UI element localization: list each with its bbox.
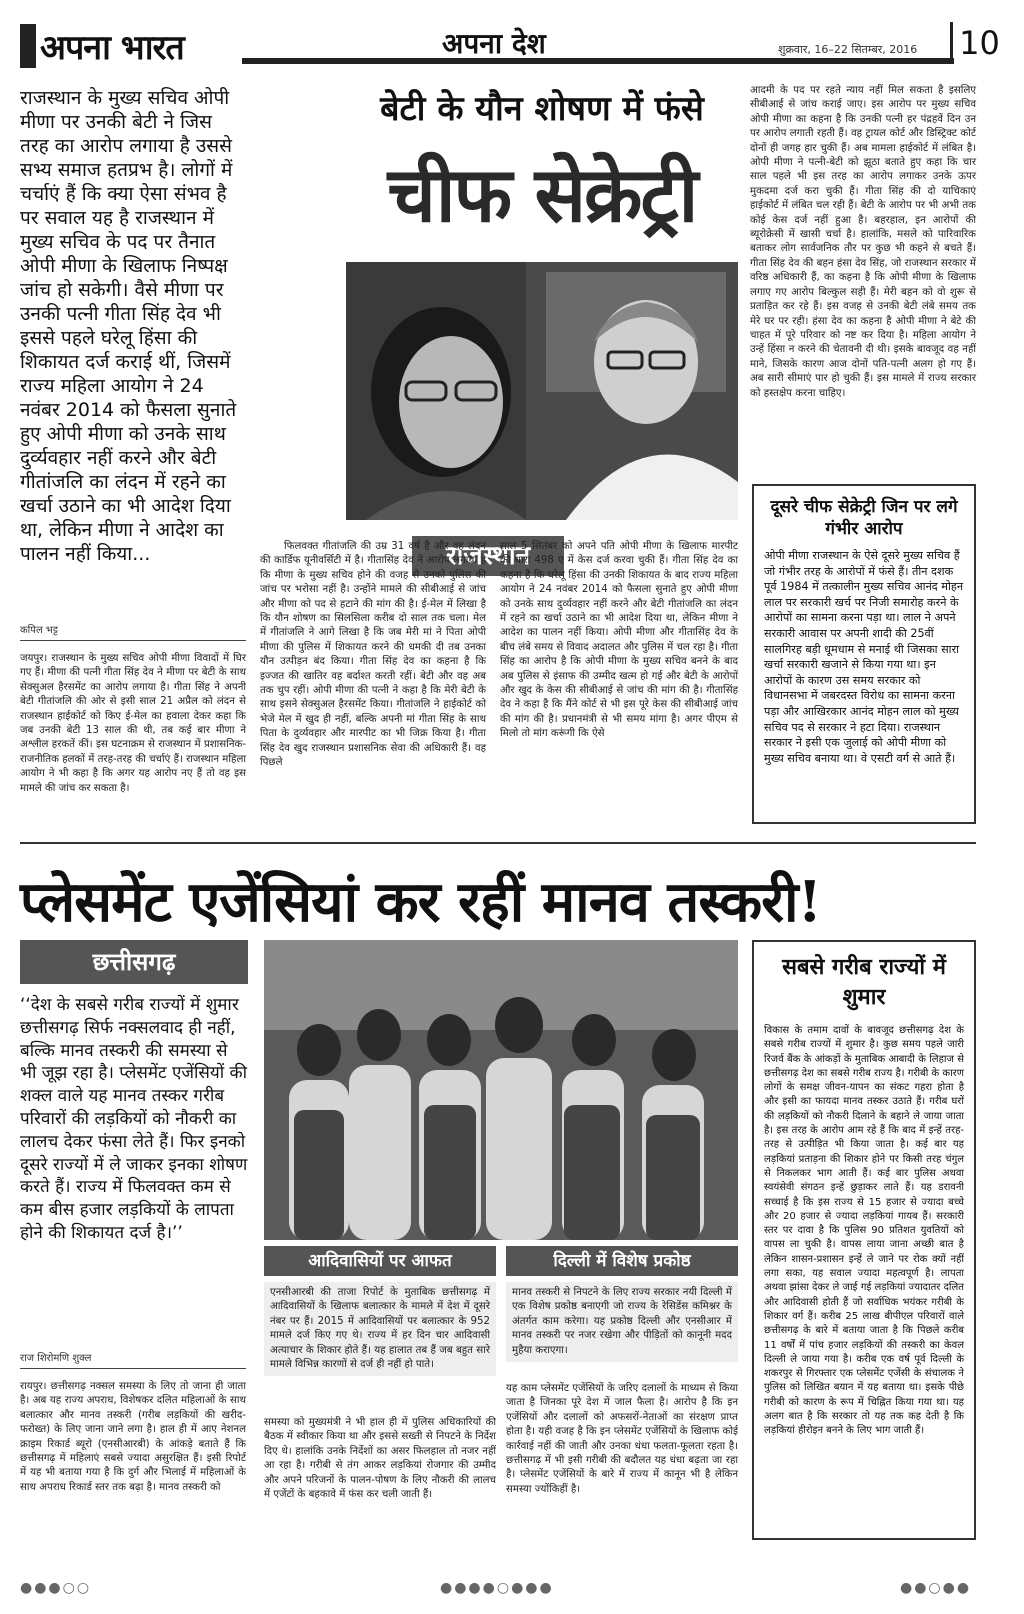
story2-headline: प्लेसमेंट एजेंसियां कर रहीं मानव तस्करी! bbox=[20, 869, 822, 935]
story2-sub1-text: एनसीआरबी की ताजा रिपोर्ट के मुताबिक छत्तीसगढ़ में आदिवासियों के खिलाफ बलात्कार के मामले में देश में दूसरे नंबर पर हैं। 2015 में आदिवासियों पर बलात्कार के 952 मामले दर्ज किए गए थे। राज्य में हर दिन चार आदिवासी अत्याचार के शिकार होते हैं। यह हालात तब हैं जब बहुत सारे मामले विभिन्न कारणों से दर्ज ही नहीं हो पाते। bbox=[264, 1282, 496, 1376]
story2-sidebox-title: सबसे गरीब राज्यों में शुमार bbox=[782, 954, 946, 1010]
header-rule bbox=[242, 58, 954, 64]
story2-region-tag: छत्तीसगढ़ bbox=[20, 940, 248, 984]
story1-divider bbox=[20, 640, 246, 641]
story1-sidebox-title: दूसरे चीफ सेक्रेट्री जिन पर लगे गंभीर आरोप bbox=[770, 497, 958, 539]
story1-kicker: बेटी के यौन शोषण में फंसे bbox=[380, 89, 704, 129]
story1-col1: जयपुर। राजस्थान के मुख्य सचिव ओपी मीणा विवादों में घिर गए हैं। मीणा की पत्नी गीता सिंह देव ने मीणा पर बेटी के साथ सेक्सुअल हैरसमेंट का आरोप लगाया है। गीता सिंह ने अपनी बेटी गीतांजलि की ओर से इसी साल 21 अप्रैल को लंदन से राजस्थान हाईकोर्ट को किए ई-मेल का हवाला देकर कहा कि जब उनकी बेटी 13 साल की थी, तब कई बार मीणा ने अश्लील हरकतें कीं। इस घटनाक्रम से राजस्थान में प्रशासनिक-राजनीतिक हलकों में तरह-तरह की चर्चाएं हैं। राजस्थान महिला आयोग ने भी कहा है कि अगर यह आरोप नए हैं तो वह इस मामले की जांच कर सकता है। bbox=[20, 653, 246, 794]
footer-dots-right: ●●○●● bbox=[900, 1580, 972, 1596]
story1-byline: कपिल भट्ट bbox=[20, 625, 58, 636]
story1-headline: चीफ सेक्रेट्री bbox=[387, 150, 697, 239]
story1-col3: साल 5 सितंबर को अपने पति ओपी मीणा के खिलाफ मारपीट की धारा 498 ए में केस दर्ज करवा चुकी हैं। गीता सिंह देव का कहना है कि घरेलू हिंसा की उनकी शिकायत के बाद राज्य महिला आयोग ने 24 नवंबर 2014 को फैसला सुनाते हुए ओपी मीणा को उनके साथ दुर्व्यवहार नहीं करने और बेटी गीतांजलि का लंदन में रहने का खर्चा उठाने का भी आदेश दिया था, लेकिन मीणा ने आदेश का पालन नहीं किया। ओपी मीणा और गीतासिंह देव के बीच लंबे समय से विवाद अदालत और पुलिस में चल रहा है। गीता सिंह का आरोप है कि ओपी मीणा के मुख्य सचिव बनने के बाद अब पुलिस से इंसाफ की उम्मीद खत्म हो गई और बेटी के आरोपों और खुद के केस की सीबीआई से जांच की मांग की है। गीतासिंह देव ने कहा है कि मैंने कोर्ट से भी इस पूरे केस की सीबीआई जांच की मांग की है। प्रधानमंत्री से भी समय मांगा है। अगर पीएम से मिलो तो मांग करूंगी कि ऐसे bbox=[500, 541, 738, 740]
story1-region-tag: राजस्थान bbox=[412, 536, 564, 576]
story2-photo-art bbox=[264, 940, 738, 1240]
story2-quote: ‘‘देश के सबसे गरीब राज्यों में शुमार छत्तीसगढ़ सिर्फ नक्सलवाद ही नहीं, बल्कि मानव तस्करी की समस्या से भी जूझ रहा है। प्लेसमेंट एजेंसियों की शक्ल वाले यह मानव तस्कर गरीब परिवारों की लड़कियों को नौकरी का लालच देकर फंसा लेते हैं। फिर इनको दूसरे राज्यों में ले जाकर इनका शोषण करते हैं। राज्य में फिलवक्त कम से कम बीस हजार लड़कियों के लापता होने की शिकायत दर्ज है।’’ bbox=[20, 995, 248, 1243]
story2-sub1-title: आदिवासियों पर आफत bbox=[264, 1246, 496, 1276]
section-divider bbox=[20, 842, 976, 844]
story2-sub2-title: दिल्ली में विशेष प्रकोष्ठ bbox=[506, 1246, 738, 1276]
footer-dots-left: ●●●○○ bbox=[20, 1580, 92, 1596]
story2-sidebox bbox=[752, 940, 976, 1540]
story1-photo-art bbox=[346, 262, 738, 520]
story1-intro: राजस्थान के मुख्य सचिव ओपी मीणा पर उनकी बेटी ने जिस तरह का आरोप लगाया है उससे सभ्य समाज हतप्रभ है। लोगों में चर्चाएं हैं कि क्या ऐसा संभव है पर सवाल यह है राजस्थान में मुख्य सचिव के पद पर तैनात ओपी मीणा के खिलाफ निष्पक्ष जांच हो सकेगी। वैसे मीणा पर उनकी पत्नी गीता सिंह देव भी इससे पहले घरेलू हिंसा की शिकायत दर्ज कराई थीं, जिसमें राज्य महिला आयोग ने 24 नवंबर 2014 को फैसला सुनाते हुए ओपी मीणा को उनके साथ दुर्व्यवहार नहीं करने और बेटी गीतांजलि का लंदन में रहने का खर्चा उठाने का भी आदेश दिया था, लेकिन मीणा ने आदेश का पालन नहीं किया... bbox=[20, 87, 237, 565]
masthead-title: अपना भारत bbox=[40, 28, 184, 68]
story2-col1: रायपुर। छत्तीसगढ़ नक्सल समस्या के लिए तो जाना ही जाता है। अब यह राज्य अपराध, विशेषकर दलित महिलाओं के साथ बलात्कार और मानव तस्करी (गरीब लड़कियों की खरीद-फरोख्त) के लिए जाना जाने लगा है। हाल ही में आए नेशनल क्राइम रिकार्ड ब्यूरो (एनसीआरबी) के आंकड़े बताते हैं कि छत्तीसगढ़ में महिलाएं सबसे ज्यादा असुरक्षित हैं। इसी रिपोर्ट में यह भी बताया गया है कि दुर्ग और भिलाई में महिलाओं के साथ अपराध रिकार्ड स्तर तक बढ़ा है। मानव तस्करी को bbox=[20, 1381, 246, 1493]
masthead bbox=[20, 22, 240, 70]
story2-sub2-text: मानव तस्करी से निपटने के लिए राज्य सरकार नयी दिल्ली में एक विशेष प्रकोष्ठ बनाएगी जो राज्य के रेसिडेंस कमिश्नर के अंतर्गत काम करेगा। यह प्रकोष्ठ दिल्ली और एनसीआर में मानव तस्करी पर नजर रखेगा और पीड़ितों को कानूनी मदद मुहैया कराएगा। bbox=[506, 1282, 738, 1362]
story2-sub1-cont: समस्या को मुख्यमंत्री ने भी हाल ही में पुलिस अधिकारियों की बैठक में स्वीकार किया था और इससे सख्ती से निपटने के निर्देश दिए थे। हालांकि उनके निर्देशों का असर फिलहाल तो नजर नहीं आ रहा है। गरीबी से तंग आकर लड़कियां रोजगार की उम्मीद और अपने परिजनों के पालन-पोषण के लिए नौकरी की लालच में एजेंटों के बहकावे में फंस कर चली जाती हैं। bbox=[264, 1417, 496, 1501]
story1-col4: आदमी के पद पर रहते न्याय नहीं मिल सकता है इसलिए सीबीआई से जांच कराई जाए। इस आरोप पर मुख्य सचिव ओपी मीणा का कहना है कि उनकी पत्नी हर पंद्रहवें दिन उन पर आरोप लगाती रहती हैं। वह ट्रायल कोर्ट और डिस्ट्रिक्ट कोर्ट दोनों ही जगह हार चुकी हैं। अब मामला हाईकोर्ट में लंबित है। ओपी मीणा ने पत्नी-बेटी को झूठा बताते हुए कहा कि चार साल पहले भी इस तरह का आरोप लगाकर उनके ऊपर मुकदमा दर्ज करा चुकी हैं। गीता सिंह की दो याचिकाएं हाईकोर्ट में लंबित चल रही हैं। बेटी के आरोप पर भी अभी तक कोई केस दर्ज नहीं हुआ है। बहरहाल, इन आरोपों की ब्यूरोक्रेसी में खासी चर्चा है। हालांकि, मसले को पारिवारिक बताकर लोग सार्वजनिक तौर पर कुछ भी कहने से बचते हैं। गीता सिंह देव की बहन हंसा देव सिंह, जो राजस्थान सरकार में वरिष्ठ अधिकारी हैं, का कहना है कि ओपी मीणा के खिलाफ लगाए गए आरोप बिल्कुल सही हैं। मेरी बहन को वो शुरू से प्रताड़ित कर रहे हैं। इस वजह से उनकी बेटी लंबे समय तक मेरे घर पर रही। हंसा देव का कहना है ओपी मीणा ने बेटे की चाहत में पूरे परिवार को नष्ट कर दिया है। महिला आयोग ने उन्हें हिंसा न करने की चेतावनी दी थी। इसके बावजूद वह नहीं माने, जिसके कारण आज दोनों पति-पत्नी अलग हो गए हैं। अब सारी सीमाएं पार हो चुकी हैं। इस मामले में राज्य सरकार को हस्तक्षेप करना चाहिए। bbox=[750, 85, 976, 399]
story2-photo bbox=[264, 940, 738, 1240]
story2-byline: राज शिरोमणि शुक्ल bbox=[20, 1353, 92, 1364]
story2-sidebox-text: विकास के तमाम दावों के बावजूद छत्तीसगढ़ देश के सबसे गरीब राज्यों में शुमार है। कुछ समय पहले जारी रिजर्व बैंक के आंकड़ों के मुताबिक आबादी के लिहाज से छत्तीसगढ़ देश का सबसे गरीब राज्य है। गरीबी के कारण लोगों के समक्ष जीवन-यापन का संकट गहरा होता है और इसी का फायदा मानव तस्कर उठाते हैं। गरीब घरों की लड़कियों को नौकरी दिलाने के बहाने ले जाया जाता है। इस तरह के आरोप आम रहे हैं कि बाद में इन्हें तरह-तरह से उत्पीड़ित भी किया जाता है। कई बार यह लड़कियां प्रताड़ना की शिकार होने पर किसी तरह चंगुल से निकलकर भाग आती हैं। कई बार पुलिस अथवा स्वयंसेवी संगठन इन्हें छुड़ाकर लाते हैं। यह डरावनी सच्चाई है कि इस राज्य से 15 हजार से ज्यादा बच्चे और 20 हजार से ज्यादा लड़कियां गायब हैं। सरकारी स्तर पर दावा है कि पुलिस 90 प्रतिशत युवतियों को वापस ला चुकी है। वापस लाया जाना अच्छी बात है लेकिन शासन-प्रशासन इन्हें ले जाने पर रोक क्यों नहीं लगा सका, यह सवाल ज्यादा महत्वपूर्ण है। लापता अथवा झांसा देकर ले जाई गई लड़कियां ज्यादातर दलित और आदिवासी होती हैं जो सर्वाधिक भयंकर गरीबी के शिकार वर्ग हैं। करीब 25 लाख बीपीएल परिवारों वाले छत्तीसगढ़ के बारे में बताया जाता है कि पिछले करीब 11 वर्षों में पांच हजार लड़कियों की तस्करी का केवल दिल्ली ले जाया गया है। करीब एक वर्ष पूर्व दिल्ली के शकरपुर से गिरफ्तार एक प्लेसमेंट एजेंसी के संचालक ने पुलिस को लिखित बयान में यह बताया था। इसके पीछे गरीबी को कारण के रूप में चिह्नित किया गया था। यह अलग बात है कि सरकार तो यह तक कह देती है कि लड़कियां हीरोइन बनने के लिए भाग जाती हैं। bbox=[764, 1025, 964, 1437]
page-number: 10 bbox=[950, 22, 1006, 64]
story2-divider bbox=[20, 1368, 246, 1369]
masthead-bar bbox=[20, 24, 36, 68]
footer-dots-middle: ●●●●○●●● bbox=[440, 1580, 554, 1596]
story1-photo bbox=[346, 262, 738, 520]
dateline: शुक्रवार, 16–22 सितम्बर, 2016 bbox=[778, 43, 918, 56]
story1-col2: फिलवक्त गीतांजलि की उम्र 31 वर्ष है और वह लंदन की कार्डिफ यूनीवर्सिटी में है। गीतासिंह देव ने आरोप लगाया है कि मीणा के मुख्य सचिव होने की वजह से उनको पुलिस की जांच पर भरोसा नहीं है। उन्होंने मामले की सीबीआई से जांच और मीणा को पद से हटाने की मांग की है। ई-मेल में लिखा है कि यौन शोषण का सिलसिला करीब दो साल तक चला। मेल में गीतांजलि ने आगे लिखा है कि जब मेरी मां ने पिता ओपी मीणा की पुलिस में शिकायत करने की धमकी दी तब उनका यौन उत्पीड़न बंद किया। गीता सिंह देव का कहना है कि इज्जत की खातिर वह बर्दाश्त करती रहीं। बेटी और वह अब तक चुप रहीं। ओपी मीणा की पत्नी ने कहा है कि मेरी बेटी के साथ इसने सेक्सुअल हैरसमेंट किया। गीतांजलि ने हाईकोर्ट को भेजे मेल में खुद ही नहीं, बल्कि अपनी मां गीता सिंह के साथ पिता के दुर्व्यवहार और मारपीट का भी जिक्र किया है। गीता सिंह देव खुद राजस्थान प्रशासनिक सेवा की अधिकारी हैं। वह पिछले bbox=[260, 541, 486, 769]
story1-sidebox bbox=[752, 484, 976, 824]
story2-sub2-cont: यह काम प्लेसमेंट एजेंसियों के जरिए दलालों के माध्यम से किया जाता है जिनका पूरे देश में जाल फैला है। आरोप है कि इन एजेंसियों और दलालों को अफसरों-नेताओं का संरक्षण प्राप्त होता है। यही वजह है कि इन प्लेसमेंट एजेंसियों के खिलाफ कोई कार्रवाई नहीं की जाती और उनका धंधा फलता-फूलता रहता है। छत्तीसगढ़ में भी इसी गरीबी की बदौलत यह धंधा बढ़ता जा रहा है। प्लेसमेंट एजेंसियों के बारे में राज्य में कानून भी है लेकिन समस्या ज्योंकिहीं है। bbox=[506, 1383, 738, 1495]
section-name: अपना देश bbox=[442, 27, 546, 60]
story1-sidebox-text: ओपी मीणा राजस्थान के ऐसे दूसरे मुख्य सचिव हैं जो गंभीर तरह के आरोपों में फंसे हैं। तीन दशक पूर्व 1984 में तत्कालीन मुख्य सचिव आनंद मोहन लाल पर सरकारी खर्च पर निजी समारोह करने के आरोपों का सामना करना पड़ा था। लाल ने अपने सरकारी आवास पर अपनी शादी की 25वीं सालगिरह बड़ी धूमधाम से मनाई थी जिसका सारा खर्चा सरकारी खजाने से किया गया था। इन आरोपों के कारण उस समय सरकार को विधानसभा में जबरदस्त विरोध का सामना करना पड़ा और आखिरकार आनंद मोहन लाल को मुख्य सचिव पद से सरकार ने हटा दिया। राजस्थान सरकार ने इसी एक जुलाई को ओपी मीणा को मुख्य सचिव बनाया था। वे एसटी वर्ग से आते हैं। bbox=[764, 549, 964, 765]
